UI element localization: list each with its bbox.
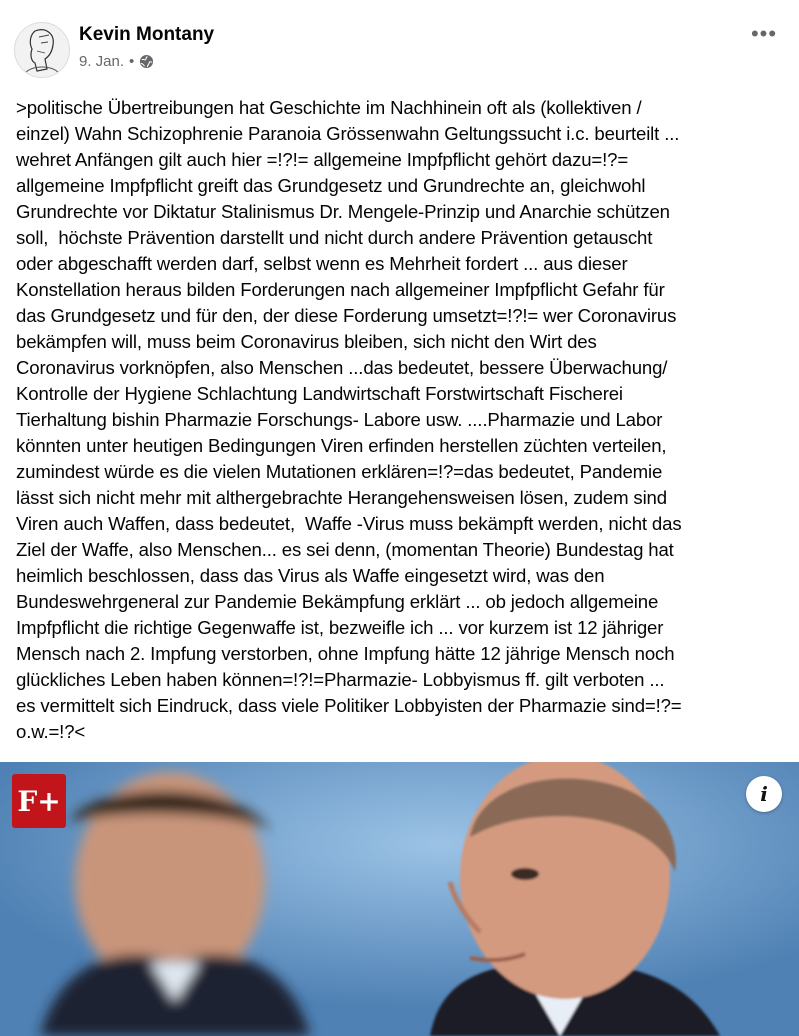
- more-options-icon[interactable]: •••: [750, 21, 778, 46]
- fplus-badge: F+: [12, 774, 66, 828]
- globe-icon[interactable]: [139, 54, 154, 69]
- avatar[interactable]: [14, 22, 70, 78]
- meta-separator: •: [129, 53, 135, 70]
- post-header: [0, 0, 799, 90]
- post-text: >politische Übertreibungen hat Geschichte im Nachhinein oft als (kollektiven / einzel) Wahn Schizophrenie Paranoia Grössenwahn Geltungssucht i.c. beurteilt ... wehret Anfängen gilt auch hier =!?!= allgemeine Impfpflicht gehört dazu=!?= allgemeine Impfpflicht greift das Grundgesetz und Grundrechte an, gleichwohl Grundrechte vor Diktatur Stalinismus Dr. Mengele-Prinzip und Anarchie schützen soll, höchste Prävention darstellt und nicht durch andere Prävention getauscht oder abgeschafft werden darf, selbst wenn es Mehrheit fordert ... aus dieser Konstellation heraus bilden Forderungen nach allgemeiner Impfpflicht Gefahr für das Grundgesetz und für den, der diese Forderung umsetzt=!?!= wer Coronavirus bekämpfen will, muss beim Coronavirus bleiben, sich nicht den Wirt des Coronavirus vorknöpfen, also Menschen ...das bedeutet, bessere Überwachung/ Kontrolle der Hygiene Schlachtung Landwirtschaft Forstwirtschaft Fischerei Tierhaltung bishin Pharmazie Forschungs- Labore usw. ....Pharmazie und Labor könnten unter heutigen Bedingungen Viren erfinden herstellen züchten verteilen, zumindest würde es die vielen Mutationen erklären=!?=das bedeutet, Pandemie lässt sich nicht mehr mit althergebrachte Herangehensweisen lösen, zudem sind Viren auch Waffen, dass bedeutet, Waffe -Virus muss bekämpft werden, nicht das Ziel der Waffe, also Menschen... es sei denn, (momentan Theorie) Bundestag hat heimlich beschlossen, dass das Virus als Waffe eingesetzt wird, was den Bundeswehrgeneral zur Pandemie Bekämpfung erklärt ... ob jedoch allgemeine Impfpflicht die richtige Gegenwaffe ist, bezweifle ich ... vor kurzem ist 12 jähriger Mensch nach 2. Impfung verstorben, ohne Impfung hätte 12 jährige Mensch noch glückliches Leben haben können=!?!=Pharmazie- Lobbyismus ff. gilt verboten ... es vermittelt sich Eindruck, dass viele Politiker Lobbyisten der Pharmazie sind=!?= o.w.=!?<: [16, 97, 682, 742]
- post-meta: [79, 53, 154, 70]
- info-icon[interactable]: i: [746, 776, 782, 812]
- link-preview-image[interactable]: [0, 762, 799, 1036]
- author-name[interactable]: Kevin Montany: [79, 24, 215, 45]
- post-date[interactable]: 9. Jan.: [79, 53, 125, 70]
